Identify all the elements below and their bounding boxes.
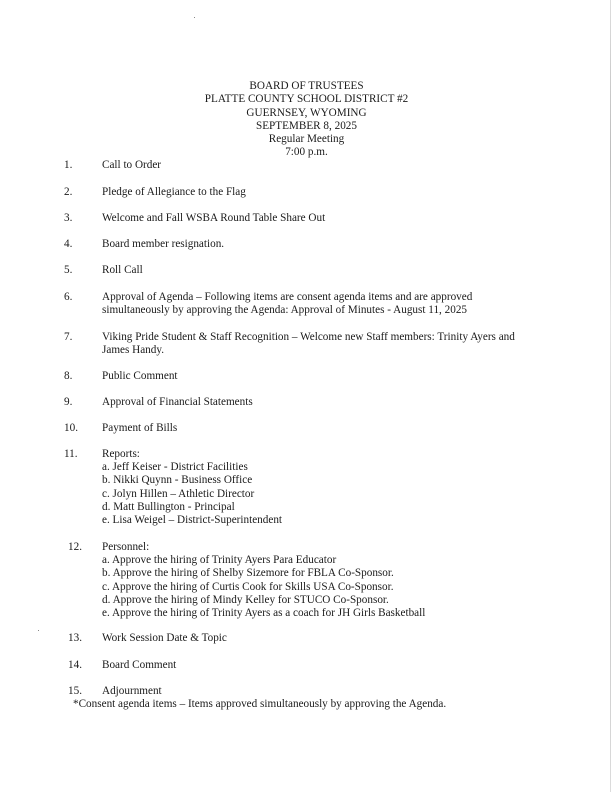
item-number: 7. (64, 331, 73, 343)
consent-footnote: *Consent agenda items – Items approved simultaneously by approving the Agenda. (73, 698, 447, 710)
header-location: GUERNSEY, WYOMING (246, 106, 367, 119)
personnel-item: d. Approve the hiring of Mindy Kelley for STUCO Co-Sponsor. (102, 594, 389, 606)
item-number: 12. (68, 541, 82, 553)
item-text: Payment of Bills (102, 422, 178, 434)
item-text: Reports: (102, 448, 140, 460)
item-number: 1. (64, 159, 73, 171)
item-text: Work Session Date & Topic (102, 632, 227, 644)
report-item: e. Lisa Weigel – District-Superintendent (102, 514, 283, 526)
item-number: 10. (64, 422, 78, 434)
item-number: 15. (68, 685, 82, 697)
item-text: Approval of Financial Statements (102, 396, 253, 408)
header-date: SEPTEMBER 8, 2025 (255, 119, 357, 132)
header-district: PLATTE COUNTY SCHOOL DISTRICT #2 (204, 93, 409, 106)
item-number: 4. (64, 238, 73, 250)
personnel-item: e. Approve the hiring of Trinity Ayers as a coach for JH Girls Basketball (102, 607, 426, 619)
report-item: c. Jolyn Hillen – Athletic Director (102, 488, 255, 500)
item-number: 13. (68, 632, 82, 644)
item-text: Roll Call (102, 264, 143, 276)
item-text: Welcome and Fall WSBA Round Table Share Out (102, 212, 326, 224)
scan-speck (194, 17, 195, 18)
item-text: Board Comment (102, 659, 177, 671)
item-number: 9. (64, 396, 73, 408)
header-time: 7:00 p.m. (285, 146, 328, 159)
header-board: BOARD OF TRUSTEES (249, 80, 364, 92)
header-meeting-type: Regular Meeting (268, 133, 345, 146)
item-text-line: simultaneously by approving the Agenda: Approval of Minutes - August 11, 2025 (102, 304, 468, 316)
personnel-item: b. Approve the hiring of Shelby Sizemore for FBLA Co-Sponsor. (102, 567, 394, 579)
item-number: 2. (64, 186, 73, 198)
personnel-item: c. Approve the hiring of Curtis Cook for Skills USA Co-Sponsor. (102, 581, 394, 593)
item-number: 3. (64, 212, 73, 224)
report-item: a. Jeff Keiser - District Facilities (102, 461, 248, 473)
item-text: Pledge of Allegiance to the Flag (102, 186, 246, 198)
item-text: Board member resignation. (102, 238, 225, 250)
item-number: 6. (64, 291, 73, 303)
item-text: Personnel: (102, 541, 150, 553)
item-text: Adjournment (102, 685, 162, 697)
item-number: 14. (68, 659, 82, 671)
item-number: 8. (64, 370, 73, 382)
report-item: b. Nikki Quynn - Business Office (102, 474, 253, 486)
item-number: 11. (64, 448, 78, 460)
item-text-line: Viking Pride Student & Staff Recognition – Welcome new Staff members: Trinity Ayers and (102, 331, 515, 343)
personnel-item: a. Approve the hiring of Trinity Ayers Para Educator (102, 554, 337, 566)
agenda-header (0, 80, 613, 160)
item-text-line: James Handy. (102, 344, 165, 356)
scan-speck (38, 630, 39, 631)
item-number: 5. (64, 264, 73, 276)
item-text-line: Approval of Agenda – Following items are consent agenda items and are approved (102, 291, 473, 303)
item-text: Call to Order (102, 159, 162, 171)
report-item: d. Matt Bullington - Principal (102, 501, 235, 513)
item-text: Public Comment (102, 370, 178, 382)
